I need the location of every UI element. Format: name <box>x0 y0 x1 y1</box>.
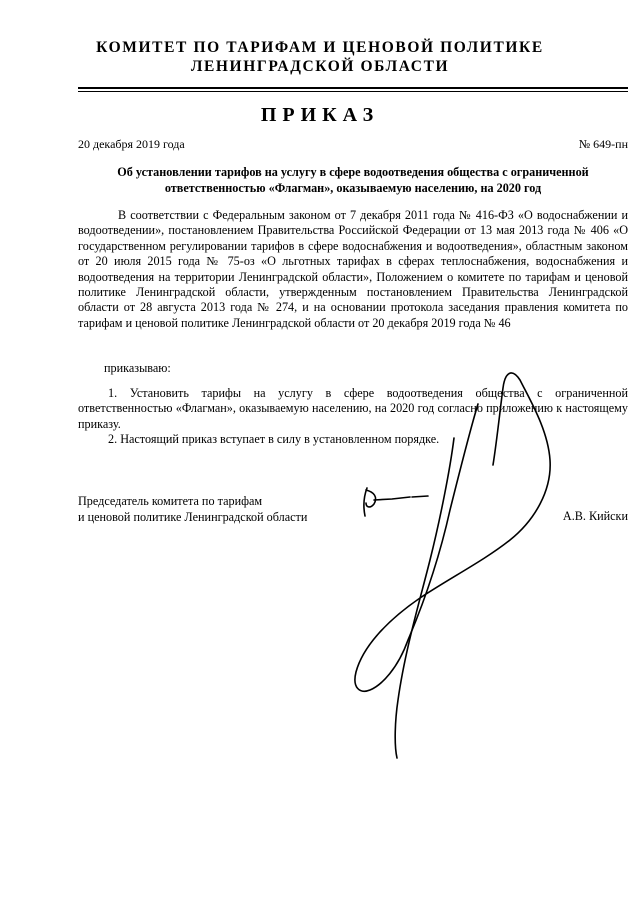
subject-line-1: Об установлении тарифов на услугу в сфере водоотведения общества с ограниченной <box>117 165 589 179</box>
order-date: 20 декабря 2019 года <box>78 137 185 151</box>
order-number: № 649-пн <box>578 137 628 151</box>
signatory-position <box>78 493 307 525</box>
order-item-2: 2. Настоящий приказ вступает в силу в установленном порядке. <box>108 432 440 447</box>
preamble-text: В соответствии с Федеральным законом от 7 декабря 2011 года № 416-ФЗ «О водоснабжении и водоотведении», постановлением Правительства Российской Федерации от 13 мая 2013 года № 406 «О государственном регулировании тарифов в сфере водоснабжения и водоотведения», областным законом от 20 июля 2015 года № 75-оз «О льготных тарифах в сферах теплоснабжения, водоснабжения и водоотведения на территории Ленинградской области», Положением о комитете по тарифам и ценовой политике Ленинградской области, утвержденным постановлением Правительства Ленинградской области от 28 августа 2013 года № 274, и на основании протокола заседания правления комитета по тарифам и ценовой политике Ленинградской области от 20 декабря 2019 года № 46 <box>78 208 628 330</box>
signatory-name: А.В. Кийски <box>562 509 628 523</box>
order-title: ПРИКАЗ <box>260 104 380 126</box>
committee-line-2: ЛЕНИНГРАДСКОЙ ОБЛАСТИ <box>190 58 450 75</box>
committee-line-1: КОМИТЕТ ПО ТАРИФАМ И ЦЕНОВОЙ ПОЛИТИКЕ <box>96 39 544 56</box>
order-item-1: 1. Установить тарифы на услугу в сфере водоотведения общества с ограниченной ответственностью «Флагман», оказываемую населению, на 2020 год согласно приложению к настоящему приказу. <box>78 386 628 431</box>
committee-header <box>0 38 640 76</box>
order-items <box>78 386 628 448</box>
orders-word: приказываю: <box>104 361 171 375</box>
order-subject <box>78 164 628 196</box>
header-divider-thick <box>78 87 628 89</box>
position-line-1: Председатель комитета по тарифам <box>78 494 263 508</box>
position-line-2: и ценовой политике Ленинградской области <box>78 510 308 524</box>
preamble <box>78 208 628 331</box>
header-divider-thin <box>78 91 628 92</box>
subject-line-2: ответственностью «Флагман», оказываемую населению, на 2020 год <box>164 181 542 195</box>
